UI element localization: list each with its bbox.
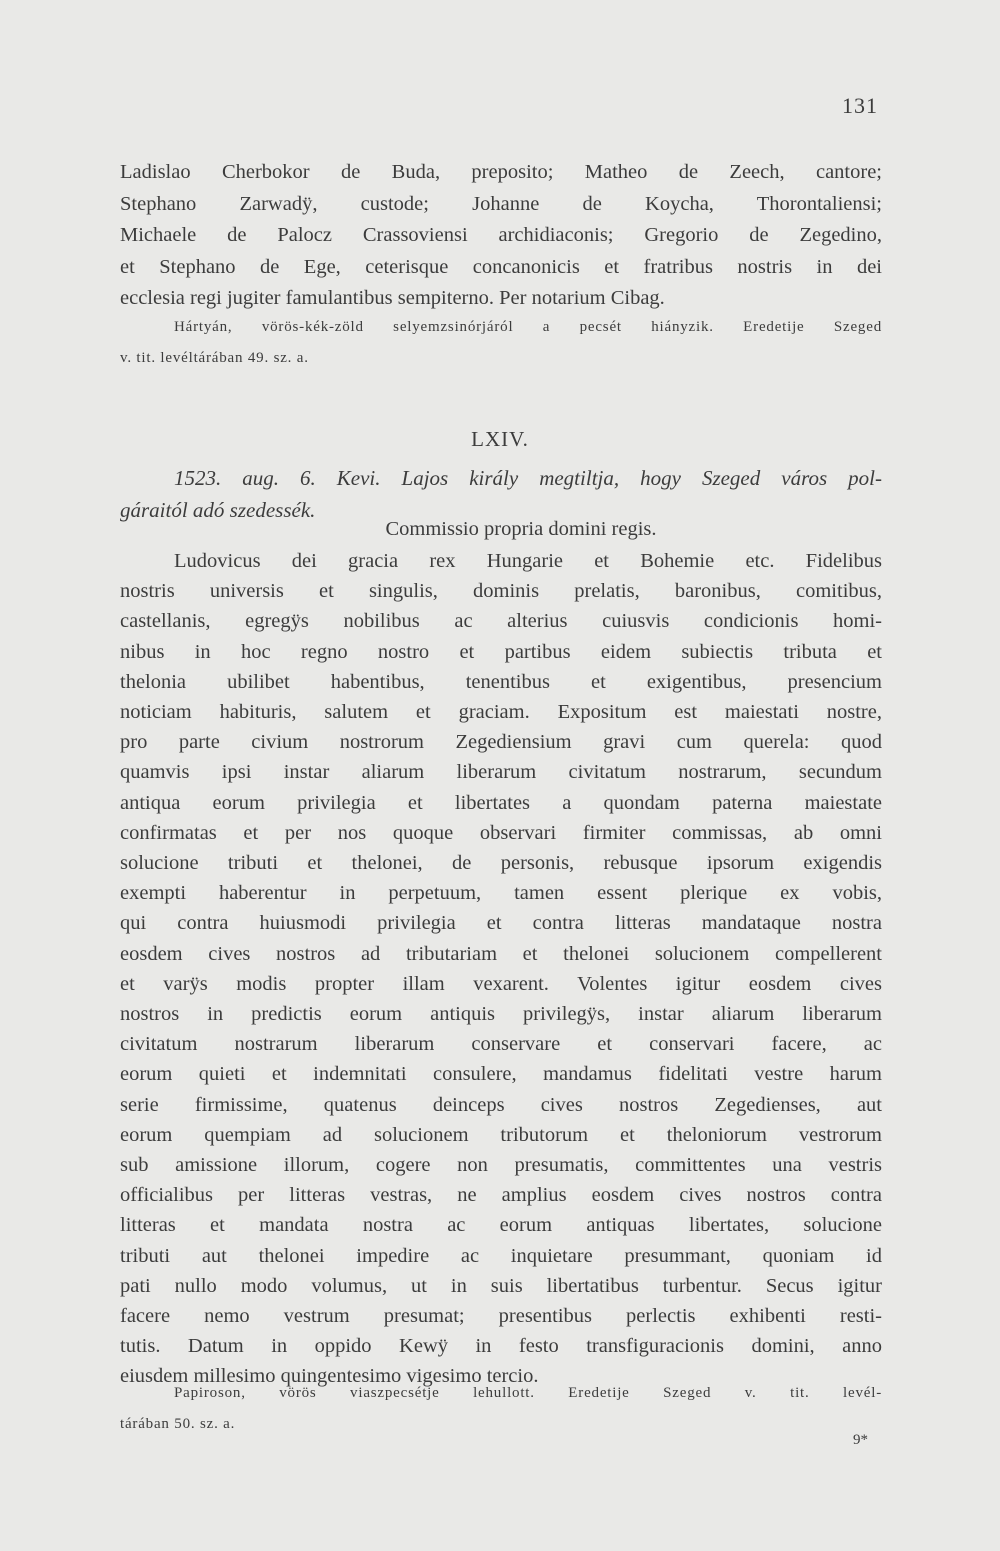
note-line: v. tit. levéltárában 49. sz. a. (120, 350, 309, 366)
body-line: quamvis ipsi instar aliarum liberarum civitatum nostrarum, secundum (120, 761, 882, 784)
body-line: serie firmissime, quatenus deinceps cives nostros Zegedienses, aut (120, 1093, 882, 1116)
body-line: pro parte civium nostrorum Zegediensium gravi cum querela: quod (120, 731, 882, 754)
heading-line: gáraitól adó szedessék. (120, 498, 316, 522)
archival-note-2 (120, 1378, 882, 1440)
body-line: nostris universis et singulis, dominis prelatis, baronibus, comitibus, (120, 580, 882, 603)
intro-line: Ladislao Cherbokor de Buda, preposito; Matheo de Zeech, cantore; (120, 161, 882, 183)
body-line: sub amissione illorum, cogere non presumatis, committentes una vestris (120, 1154, 882, 1177)
body-line: noticiam habituris, salutem et graciam. Expositum est maiestati nostre, (120, 701, 882, 724)
intro-line: Stephano Zarwadÿ, custode; Johanne de Koycha, Thorontaliensi; (120, 192, 882, 215)
body-line: civitatum nostrarum liberarum conservare et conservari facere, ac (120, 1033, 882, 1056)
body-line: facere nemo vestrum presumat; presentibus perlectis exhibenti resti- (120, 1305, 882, 1328)
archival-note-1 (120, 312, 882, 374)
body-line: nibus in hoc regno nostro et partibus eidem subiectis tributa et (120, 640, 882, 663)
commissio-line: Commissio propria domini regis. (385, 518, 657, 540)
body-line: eiusdem millesimo quingentesimo vigesimo tercio. (120, 1365, 539, 1388)
body-line: castellanis, egregÿs nobilibus ac alterius cuiusvis condicionis homi- (120, 610, 882, 633)
note-line: Papiroson, vörös viaszpecsétje lehullott. Eredetije Szeged v. tit. levél- (174, 1385, 882, 1401)
body-line: thelonia ubilibet habentibus, tenentibus et exigentibus, presencium (120, 670, 882, 693)
intro-line: Michaele de Palocz Crassoviensi archidiaconis; Gregorio de Zegedino, (120, 224, 882, 246)
document-heading (120, 462, 882, 526)
body-line: antiqua eorum privilegia et libertates a quondam paterna maiestate (120, 791, 882, 814)
body-line: nostros in predictis eorum antiquis privilegÿs, instar aliarum liberarum (120, 1003, 882, 1026)
body-line: qui contra huiusmodi privilegia et contra litteras mandataque nostra (120, 912, 882, 935)
intro-line: et Stephano de Ege, ceterisque concanonicis et fratribus nostris in dei (120, 255, 882, 278)
document-number: LXIV. (471, 427, 529, 451)
body-line: eosdem cives nostros ad tributariam et thelonei solucionem compellerent (120, 942, 882, 965)
body-line: officialibus per litteras vestras, ne amplius eosdem cives nostros contra (120, 1184, 882, 1207)
body-line: et varÿs modis propter illam vexarent. Volentes igitur eosdem cives (120, 972, 882, 995)
document-body (120, 546, 882, 1392)
body-line: pati nullo modo volumus, ut in suis libertatibus turbentur. Secus igitur (120, 1274, 882, 1297)
body-line: Ludovicus dei gracia rex Hungarie et Bohemie etc. Fidelibus (174, 550, 882, 572)
body-line: tutis. Datum in oppido Kewÿ in festo transfiguracionis domini, anno (120, 1335, 882, 1358)
body-line: exempti haberentur in perpetuum, tamen essent plerique ex vobis, (120, 882, 882, 905)
body-line: confirmatas et per nos quoque observari firmiter commissas, ab omni (120, 821, 882, 844)
signature-mark: 9* (853, 1432, 868, 1448)
body-line: litteras et mandata nostra ac eorum antiquas libertates, solucione (120, 1214, 882, 1237)
note-line: Hártyán, vörös-kék-zöld selyemzsinórjáról a pecsét hiányzik. Eredetije Szeged (174, 319, 882, 335)
heading-line: 1523. aug. 6. Kevi. Lajos király megtiltja, hogy Szeged város pol- (174, 466, 882, 490)
page-number: 131 (842, 93, 878, 118)
intro-paragraph (120, 157, 882, 315)
note-line: tárában 50. sz. a. (120, 1416, 236, 1432)
body-line: solucione tributi et thelonei, de personis, rebusque ipsorum exigendis (120, 852, 882, 875)
body-line: eorum quempiam ad solucionem tributorum et theloniorum vestrorum (120, 1123, 882, 1146)
body-line: eorum quieti et indemnitati consulere, mandamus fidelitati vestre harum (120, 1063, 882, 1086)
intro-line: ecclesia regi jugiter famulantibus sempiterno. Per notarium Cibag. (120, 287, 665, 309)
body-line: tributi aut thelonei impedire ac inquietare presummant, quoniam id (120, 1244, 882, 1267)
